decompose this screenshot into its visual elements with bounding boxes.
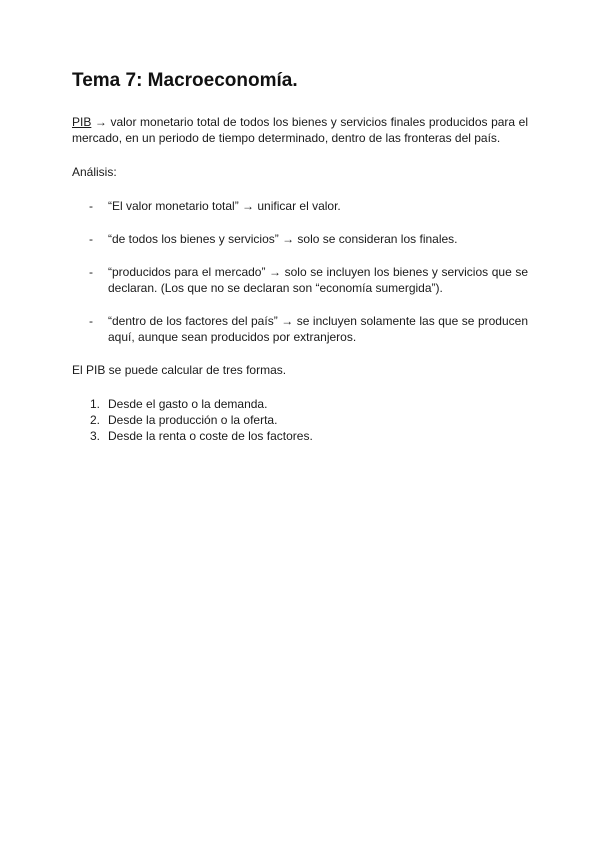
analysis-list bbox=[72, 198, 528, 345]
methods-intro: El PIB se puede calcular de tres formas. bbox=[72, 363, 287, 377]
list-item-text: Desde la renta o coste de los factores. bbox=[108, 429, 313, 443]
list-number: 1. bbox=[90, 397, 101, 411]
list-item-text: “de todos los bienes y servicios” → solo se consideran los finales. bbox=[108, 232, 458, 246]
pib-term: PIB bbox=[72, 115, 92, 129]
list-item-text: Desde la producción o la oferta. bbox=[108, 413, 278, 427]
list-item bbox=[72, 428, 528, 444]
list-item bbox=[72, 264, 528, 296]
page-title: Tema 7: Macroeconomía. bbox=[72, 70, 298, 91]
pib-definition-text: → valor monetario total de todos los bienes y servicios finales producidos para el mercado, en un periodo de tiempo determinado, dentro de las fronteras del país. bbox=[72, 115, 528, 145]
analysis-label: Análisis: bbox=[72, 165, 117, 179]
list-item bbox=[72, 231, 528, 247]
list-item bbox=[72, 412, 528, 428]
list-item-text: “dentro de los factores del país” → se incluyen solamente las que se producen aquí, aunque sean producidos por extranjeros. bbox=[108, 314, 528, 344]
list-number: 2. bbox=[90, 413, 101, 427]
dash-marker: - bbox=[89, 232, 93, 246]
list-item-text: Desde el gasto o la demanda. bbox=[108, 397, 268, 411]
list-item bbox=[72, 396, 528, 412]
dash-marker: - bbox=[89, 314, 93, 328]
list-item bbox=[72, 313, 528, 345]
dash-marker: - bbox=[89, 265, 93, 279]
pib-definition bbox=[72, 114, 528, 146]
list-item-text: “El valor monetario total” → unificar el valor. bbox=[108, 199, 341, 213]
list-number: 3. bbox=[90, 429, 101, 443]
dash-marker: - bbox=[89, 199, 93, 213]
document-page bbox=[72, 68, 528, 444]
methods-list bbox=[72, 396, 528, 444]
list-item-text: “producidos para el mercado” → solo se incluyen los bienes y servicios que se declaran. (Los que no se declaran son “economía sumergida”). bbox=[108, 265, 528, 295]
list-item bbox=[72, 198, 528, 214]
